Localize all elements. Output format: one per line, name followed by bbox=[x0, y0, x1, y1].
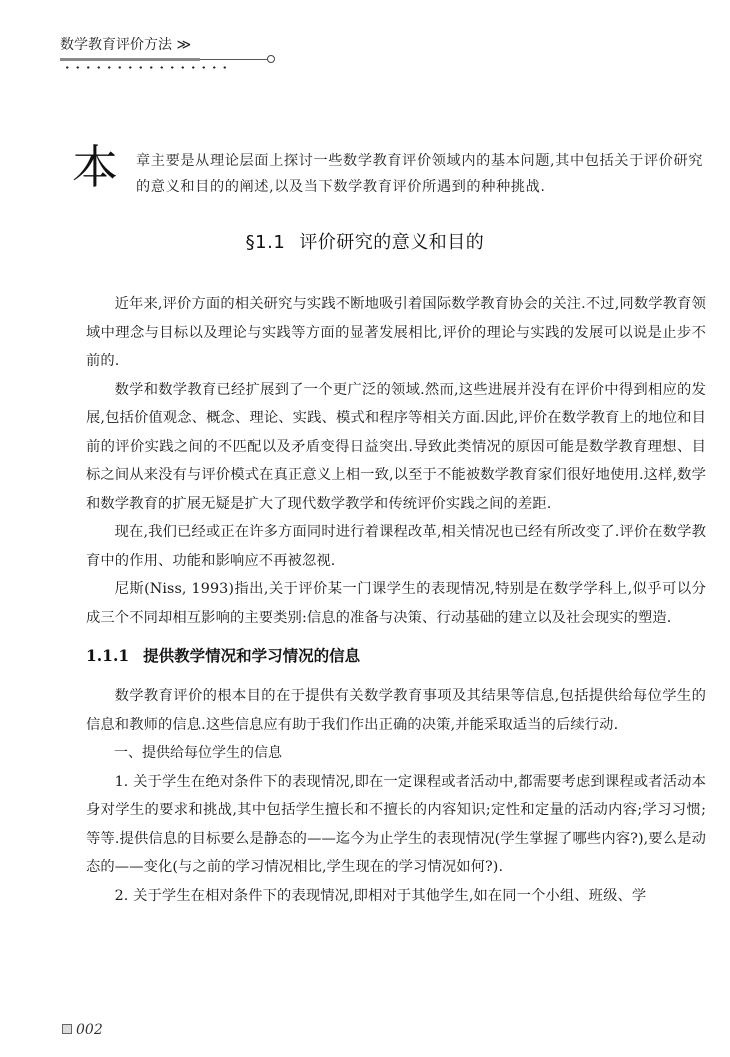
paragraph: 数学教育评价的根本目的在于提供有关数学教育事项及其结果等信息,包括提供给每位学生的信息和教师的信息.这些信息应有助于我们作出正确的决策,并能采取适当的后续行动. bbox=[86, 688, 706, 733]
body-text bbox=[86, 290, 706, 910]
header-rule-thin bbox=[200, 59, 268, 60]
square-icon bbox=[62, 1024, 72, 1034]
header-rule-thick bbox=[60, 58, 200, 61]
paragraph: 数学和数学教育已经扩展到了一个更广泛的领域.然而,这些进展并没有在评价中得到相应的发展,包括价值观念、概念、理论、实践、模式和程序等相关方面.因此,评价在数学教育上的地位和目前的评价实践之间的不匹配以及矛盾变得日益突出.导致此类情况的原因可能是数学教育理想、目标之间从来没有与评价模式在真正意义上相一致,以至于不能被数学教育家们很好地使用.这样,数学和数学教育的扩展无疑是扩大了现代数学教学和传统评价实践之间的差距. bbox=[86, 381, 706, 512]
chapter-intro bbox=[72, 140, 704, 200]
list-item: 2. 关于学生在相对条件下的表现情况,即相对于其他学生,如在同一个小组、班级、学 bbox=[114, 887, 647, 904]
section-number: §1.1 bbox=[245, 232, 286, 253]
running-title: 数学教育评价方法 ≫ bbox=[60, 37, 192, 53]
header-rule-circle-icon bbox=[267, 55, 275, 63]
paragraph: 现在,我们已经或正在许多方面同时进行着课程改革,相关情况也已经有所改变了.评价在数学教育中的作用、功能和影响应不再被忽视. bbox=[86, 524, 706, 569]
section-title: 评价研究的意义和目的 bbox=[299, 232, 485, 253]
list-item: 1. 关于学生在绝对条件下的表现情况,即在一定课程或者活动中,都需要考虑到课程或者活动本身对学生的要求和挑战,其中包括学生擅长和不擅长的内容知识;定性和定量的活动内容;学习习惯;等等.提供信息的目标要么是静态的——迄今为止学生的表现情况(学生掌握了哪些内容?),要么是动态的——变化(与之前的学习情况相比,学生现在的学习情况如何?). bbox=[86, 773, 706, 875]
subsection-heading bbox=[86, 644, 706, 668]
item-heading: 一、提供给每位学生的信息 bbox=[114, 745, 282, 761]
page-footer bbox=[62, 1022, 103, 1038]
header-dotted-line bbox=[62, 66, 232, 69]
section-heading bbox=[0, 228, 730, 254]
subsection-number: 1.1.1 bbox=[86, 646, 130, 665]
subsection-title: 提供教学情况和学习情况的信息 bbox=[143, 647, 361, 665]
paragraph: 近年来,评价方面的相关研究与实践不断地吸引着国际数学教育协会的关注.不过,同数学教育领域中理念与目标以及理论与实践等方面的显著发展相比,评价的理论与实践的发展可以说是止步不前的. bbox=[86, 296, 706, 369]
running-header bbox=[60, 36, 191, 54]
page-number: 002 bbox=[76, 1022, 103, 1038]
dropcap: 本 bbox=[72, 140, 118, 194]
paragraph: 尼斯(Niss, 1993)指出,关于评价某一门课学生的表现情况,特别是在数学学科上,似乎可以分成三个不同却相互影响的主要类别:信息的准备与决策、行动基础的建立以及社会现实的塑造. bbox=[86, 581, 706, 626]
intro-text: 章主要是从理论层面上探讨一些数学教育评价领域内的基本问题,其中包括关于评价研究的意义和目的的阐述,以及当下数学教育评价所遇到的种种挑战. bbox=[136, 153, 704, 195]
